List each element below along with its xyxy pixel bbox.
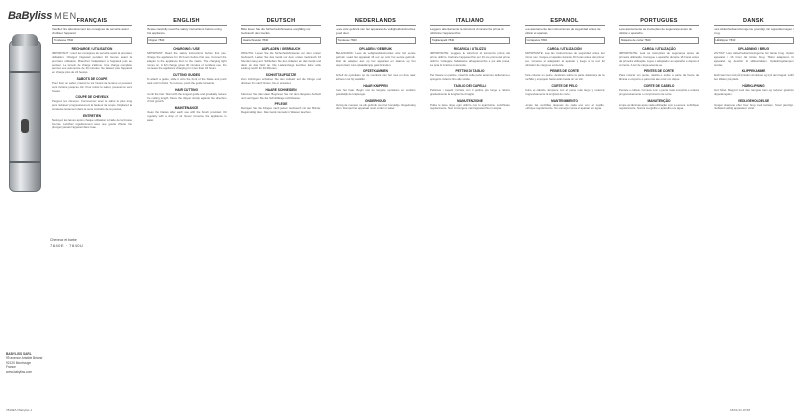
section-body: IMPORTANTE: Lea las instrucciones de seguridad antes del primer uso. Cargue el aparato durante 16 horas antes del primer uso. Conecte el adaptador al aparato y luego a la red. El indicador de carga se enciende. <box>524 51 605 67</box>
language-heading: FRANÇAIS <box>52 18 132 26</box>
company-line: 99 avenue Aristide Briand <box>6 356 43 361</box>
section-body: Pettinare i capelli. Iniziare con il pettine più lungo e ridurre gradualmente la lunghezza di taglio. <box>430 87 510 96</box>
section-body: WICHTIG: Lesen Sie die Sicherheitshinweise vor dem ersten Gebrauch. Laden Sie das Gerät vor dem ersten Gebrauch 16 Stunden lang auf. Schließen Sie den Adapter an das Gerät und dann an das Netz an. Die Ladeanzeige leuchtet. Eine volle Ladung reicht für 40 Minuten. <box>241 51 321 71</box>
section-title: RICARICA / UTILIZZO <box>453 47 487 52</box>
language-column <box>336 18 416 404</box>
section-title: CARGA / UTILIZAÇÃO <box>642 47 676 52</box>
section-title: VEDLIGEHOLDELSE <box>737 98 770 103</box>
section-body: Para colocar um pente, deslize-o sobre a parte da frente da lâmina e empurre-o para trás até ouvir um clique. <box>619 73 699 82</box>
section-title: ONDERHOUD <box>365 98 386 103</box>
model-reference-box: Máquina de cortar 7840 <box>619 37 699 44</box>
language-heading: NEDERLANDS <box>336 18 416 26</box>
language-column <box>430 18 510 404</box>
intro-text: Leia atentamente as instruções de segurança antes de utilizar o aparelho. <box>619 27 693 35</box>
section-body: Reinigen Sie die Klingen nach jedem Gebrauch mit der Bürste. Regelmäßig ölen. Das Gerät niemals in Wasser tauchen. <box>241 106 321 115</box>
model-reference-box: Tondeuse 7840 <box>336 37 416 44</box>
brand-name: BaByliss <box>8 10 53 22</box>
section-body: IMPORTANTE: Leggere le istruzioni di sicurezza prima del primo utilizzo. Caricare l'apparecchio per 16 ore prima del primo utilizzo. Collegare l'adattatore all'apparecchio e poi alla presa. La spia di ricarica si accende. <box>430 51 510 67</box>
clipper-stripe <box>10 71 40 73</box>
section-title: PFLEGE <box>274 102 288 107</box>
section-title: OPZETKAMMEN <box>363 69 388 74</box>
section-body: Per fissare un pettine, inserirlo sulla parte anteriore della lama e spingerlo indietro fino allo scatto. <box>430 73 510 82</box>
section-body: Peignez les cheveux. Commencez avec le sabot le plus long puis réduisez progressivement la hauteur de coupe. Déplacez la tondeuse lentement dans le sens contraire de la pousse. <box>52 99 132 111</box>
company-name: BABYLISS SARL <box>6 352 32 356</box>
intro-text: Lees vóór gebruik van het apparaat de veiligheidsinstructies goed door. <box>335 27 416 35</box>
section-title: OPLADNING / BRUG <box>737 47 770 52</box>
language-column <box>241 18 321 404</box>
section-title: CORTE DE PELO <box>551 83 578 88</box>
section-title: RECHARGE / UTILISATION <box>71 47 113 52</box>
section-body: Skub kammen ind på forsiden af skæret og tryk den bagud, indtil den klikker på plads. <box>713 73 794 82</box>
section-title: SABOTS DE COUPE <box>76 76 108 81</box>
section-title: MANTENIMIENTO <box>551 98 578 103</box>
model-reference-box: Hårklipper 7840 <box>714 37 794 44</box>
section-title: HAARE SCHNEIDEN <box>265 87 297 92</box>
model-code: 7840E · 7840U <box>50 243 84 248</box>
section-body: Zum Anbringen schieben Sie den Aufsatz auf die Klinge und drücken ihn nach hinten, bis er einrastet. <box>241 77 321 85</box>
brand-sub: MEN <box>54 11 78 21</box>
model-reference-box: Cortapelos 7840 <box>525 37 605 44</box>
language-column <box>619 18 699 404</box>
section-body: To attach a guide, slide it onto the front of the blade and push back until it clicks. To remove, push the guide forwards. <box>146 77 227 85</box>
section-body: Pour fixer un sabot, insérez-le sur l'avant de la lame et poussez vers l'arrière jusqu'au clic. Pour retirer le sabot, poussez-le vers l'avant. <box>52 80 132 93</box>
language-heading: DEUTSCH <box>241 18 321 26</box>
section-body: IMPORTANT: Read the safety instructions before first use. Charge the appliance for 16 hours before first use. Connect the adaptor to the appliance then to the mains. The charging light comes on. A full charge gives 40 minutes of cordless use. Do not leave the appliance charging for more than 24 hours. <box>146 51 227 71</box>
section-body: BELANGRIJK: Lees de veiligheidsinstructies vóór het eerste gebruik. Laad het apparaat 16 uur op vóór het eerste gebruik. Sluit de adapter aan op het apparaat en daarna op het stopcontact. Het oplaadlampje gaat branden. <box>335 51 416 67</box>
language-heading: PORTUGUÊS <box>619 18 699 26</box>
language-heading: DANSK <box>714 18 794 26</box>
footer-file: 7840E/U Babyliss 1 <box>6 408 33 412</box>
footer-date: 18/01/13 16:58 <box>730 408 751 412</box>
model-reference-box: Tagliacapelli 7840 <box>430 37 510 44</box>
section-body: IMPORTANTE: Leia as instruções de segurança antes da primeira utilização. Carregue o aparelho durante 16 horas antes da primeira utilização. Ligue o adaptador ao aparelho e depois à corrente. A luz de carga acende-se. <box>619 51 699 67</box>
clipper-blade <box>12 34 38 46</box>
intro-text: Bitte lesen Sie die Sicherheitshinweise sorgfältig vor Gebrauch des Geräts. <box>241 27 311 35</box>
section-title: SCHNITTAUFSÄTZE <box>265 73 297 78</box>
section-title: CORTE DE CABELO <box>643 83 675 88</box>
model-reference-box: Tondeuse 7840 <box>52 37 132 44</box>
section-body: Comb the hair. Start with the longest guide and gradually reduce the cutting length. Move the clipper slowly against the direction of hair growth. <box>146 91 227 104</box>
section-body: VIGTIGT: Læs sikkerhedsanvisningerne før første brug. Oplad apparatet i 16 timer før første brug. Tilslut adapteren til apparatet og derefter til stikkontakten. Opladningslampen tænder. <box>713 51 794 67</box>
intro-text: Please carefully read the safety instructions before using this appliance. <box>146 27 222 35</box>
section-title: PENTES DE CORTE <box>643 69 675 74</box>
section-body: Nettoyez les lames après chaque utilisation à l'aide de la brosse fournie. Lubrifiez régulièrement avec une goutte d'huile. Ne plongez jamais l'appareil dans l'eau. <box>52 117 132 130</box>
section-title: COUPE DE CHEVEUX <box>75 95 109 100</box>
section-title: HÅRKLIPNING <box>742 83 765 88</box>
intro-text: Veuillez lire attentivement les consignes de sécurité avant d'utiliser l'appareil. <box>52 27 129 35</box>
section-body: Pulire le lame dopo ogni utilizzo con lo spazzolino. Lubrificare regolarmente. Non immergere mai l'apparecchio in acqua. <box>430 102 510 111</box>
company-line: 92120 Montrouge <box>6 360 31 365</box>
language-column <box>525 18 605 404</box>
model-reference-box: Haarschneider 7840 <box>241 37 321 44</box>
section-body: Kämmen Sie das Haar. Beginnen Sie mit dem längsten Aufsatz und verringern Sie die Schnittlänge schrittweise. <box>241 91 321 100</box>
section-body: Rengør skærene efter hver brug med børsten. Smør jævnligt. Nedsænk aldrig apparatet i vand. <box>713 102 794 111</box>
section-title: HAIR CUTTING <box>175 87 198 92</box>
language-heading: ITALIANO <box>430 18 510 26</box>
section-body: IMPORTANT : Lisez les consignes de sécurité avant la première utilisation. Chargez l'appareil pendant 16 heures avant la première utilisation. Branchez l'adaptateur à l'appareil puis au secteur. Le témoin de charge s'allume. Une charge complète permet une autonomie de 40 minutes. Ne laissez pas l'appareil en charge plus de 24 heures. <box>52 51 132 75</box>
section-body: Limpie las cuchillas después de cada uso con el cepillo. Lubrique regularmente. No sumerja nunca el aparato en agua. <box>524 102 605 111</box>
language-column <box>52 18 132 404</box>
intro-text: Lea atentamente las instrucciones de seguridad antes de utilizar el aparato. <box>524 27 601 35</box>
language-heading: ESPAÑOL <box>525 18 605 26</box>
section-title: TAGLIO DEI CAPELLI <box>453 83 487 88</box>
section-body: Limpe as lâminas após cada utilização com a escova. Lubrifique regularmente. Nunca mergulhe o aparelho em água. <box>619 102 699 111</box>
section-title: MANUTENZIONE <box>457 98 483 103</box>
section-title: ENTRETIEN <box>82 113 102 118</box>
section-title: AUFLADEN / GEBRAUCH <box>261 47 301 52</box>
intro-text: Leggere attentamente le istruzioni di sicurezza prima di utilizzare l'apparecchio. <box>430 27 504 35</box>
company-line: France <box>6 365 16 370</box>
section-body: Kam het haar. Begin met de langste opzetkam en verklein geleidelijk de kniplengte. <box>335 87 416 96</box>
clipper-stripe <box>10 161 40 163</box>
section-body: Penteie o cabelo. Comece com o pente mais comprido e reduza progressivamente o comprimento de corte. <box>619 87 699 96</box>
section-body: Para colocar un peine, deslícelo sobre la parte delantera de la cuchilla y empújelo hacia atrás hasta oír un clic. <box>524 73 605 82</box>
section-title: KLIPPEKAMME <box>741 69 766 74</box>
company-address <box>6 352 42 374</box>
section-body: Peine el cabello. Empiece con el peine más largo y reduzca progresivamente la longitud de corte. <box>524 87 605 96</box>
power-switch-icon <box>21 119 29 133</box>
section-body: Reinig de messen na elk gebruik met het borsteltje. Regelmatig oliën. Dompel het apparaat nooit onder in water. <box>335 102 416 111</box>
section-title: CUTTING GUIDES <box>172 73 201 78</box>
section-body: Clean the blades after each use with the brush provided. Oil regularly with a drop of oil. Never immerse the appliance in water. <box>146 110 227 122</box>
section-title: MAINTENANCE <box>174 106 199 111</box>
section-title: HAAR KNIPPEN <box>363 83 388 88</box>
model-name: Cheveux et barbe <box>50 238 77 242</box>
section-body: Schuif de opzetkam op de voorkant van het mes en duw naar achteren tot hij vastklikt. <box>335 73 416 82</box>
language-heading: ENGLISH <box>147 18 227 26</box>
language-column <box>714 18 794 404</box>
section-title: MANUTENÇÃO <box>647 98 671 103</box>
section-title: CARGA / UTILIZACIÓN <box>547 47 582 52</box>
section-title: PETTINI DI TAGLIO <box>455 69 485 74</box>
model-reference-box: Clipper 7840 <box>147 37 227 44</box>
intro-text: Læs sikkerhedsanvisningerne grundigt, før apparatet tages i brug. <box>713 27 794 35</box>
section-title: OPLADEN / GEBRUIK <box>359 47 392 52</box>
company-website: www.babyliss.com <box>6 369 33 374</box>
section-body: Red håret. Begynd med den længste kam og reducer gradvist klippelængden. <box>713 87 794 96</box>
language-column <box>147 18 227 404</box>
section-title: PEINES DE CORTE <box>549 69 580 74</box>
section-title: CHARGING / USE <box>173 47 200 52</box>
clipper-image <box>9 40 41 192</box>
